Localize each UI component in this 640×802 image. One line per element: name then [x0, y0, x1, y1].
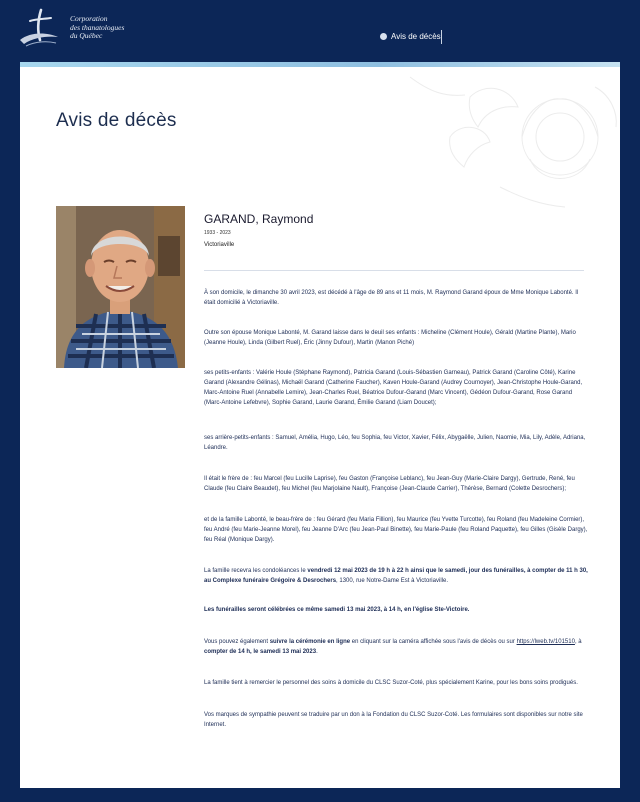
- livestream-time: compter de 14 h, le samedi 13 mai 2023: [204, 649, 317, 655]
- site-header: [0, 0, 640, 62]
- obituary-paragraph: Vos marques de sympathie peuvent se traduire par un don à la Fondation du CLSC Suzor-Coté. Les formulaires sont disponibles sur notre site Internet.: [204, 712, 583, 728]
- livestream-paragraph: [204, 637, 588, 657]
- corporation-logo-icon[interactable]: [16, 6, 62, 52]
- floral-decoration-icon: [390, 67, 620, 212]
- nav-link-avis-de-deces[interactable]: [380, 32, 441, 41]
- obituary-paragraph: et de la famille Labonté, le beau-frère de : feu Gérard (feu Maria Fillion), feu Maurice (feu Yvette Turcotte), feu Roland (feu Madeleine Cormier), feu André (feu Marie-Jeanne Morel), feu Jeanne D'Arc (feu Jean-Paul Binette), feu Marie-Paule (feu Roland Paquette), feu Gilles (Gisèle Dargy), feu Réal (Monique Dargy).: [204, 517, 588, 543]
- obituary-paragraph: À son domicile, le dimanche 30 avril 2023, est décédé à l'âge de 89 ans et 11 mois, M. Raymond Garand époux de Mme Monique Labonté. Il était domicilié à Victoriaville.: [204, 290, 579, 306]
- livestream-emphasis: suivre la cérémonie en ligne: [269, 639, 351, 645]
- deceased-portrait: [56, 206, 185, 368]
- deceased-info: [204, 212, 584, 248]
- logo-line: du Québec: [70, 31, 103, 40]
- city: Victoriaville: [204, 242, 235, 248]
- visitation-details: vendredi 12 mai 2023 de 19 h à 22 h ainsi que le samedi, jour des funérailles, à compter de 11 h 30, au Complexe funéraire Grégoire & Desrochers: [204, 568, 588, 584]
- livestream-link[interactable]: https://lweb.tv/101510: [516, 639, 575, 645]
- nav-link-label: Avis de décès: [391, 32, 441, 41]
- obituary-paragraph: ses arrière-petits-enfants : Samuel, Amélia, Hugo, Léo, feu Sophia, feu Victor, Xavier, Félix, Abygaëlle, Julien, Naomie, Mia, Lily, Adèle, Adriana, Léandre.: [204, 435, 586, 451]
- divider: [204, 270, 584, 271]
- obituary-paragraph: Il était le frère de : feu Marcel (feu Lucille Laprise), feu Gaston (Françoise Leblanc), feu Jean-Guy (Marie-Claire Dargy), Gertrude, René, feu Claude (feu Claire Beaudet), feu Michel (feu Marjolaine Nault), Françoise (Jean-Claude Carrier), Thérèse, Bernard (Colette Desrochers);: [204, 476, 575, 492]
- text-span: , à: [574, 639, 582, 645]
- logo-line: Corporation: [70, 14, 108, 23]
- text-span: .: [316, 649, 318, 655]
- obituary-paragraph: Outre son épouse Monique Labonté, M. Garand laisse dans le deuil ses enfants : Micheline (Clément Houle), Gérald (Martine Plante), Mario (Jeanne Houle), Linda (Gilbert Ruel), Éric (Jinny Dufour), Martin (Manon Piché): [204, 330, 576, 346]
- page-title: Avis de décès: [56, 110, 177, 131]
- visitation-paragraph: [204, 566, 588, 586]
- obituary-paragraph: La famille tient à remercier le personnel des soins à domicile du CLSC Suzor-Coté, plus spécialement Karine, pour les bons soins prodigués.: [204, 680, 578, 686]
- text-span: Vous pouvez également: [204, 639, 270, 645]
- logo-line: des thanatologues: [70, 22, 125, 32]
- obituary-paragraph: ses petits-enfants : Valérie Houle (Stéphane Raymond), Patricia Garand (Louis-Sébastien Garneau), Patrick Garand (Caroline Côté), Karine Garand (Alexandre Gélinas), Michaël Garand (Catherine Faucher), Kaven Houle-Garand (Audrey Cournoyer), Jean-Christophe Houle-Garand, Marc-Antoine Ruel (Annabelle Lemire), Jean-Charles Ruel, Béatrice Dufour-Garand (Marc Vincent), Gédéon Dufour-Garand, Rose Garand (Marc-Antoine Lefebvre), Sophie Garand, Laurie Garand, Émilie Garand (Liam Doucet);: [204, 370, 583, 406]
- funeral-paragraph: [204, 605, 588, 615]
- nav-divider: [441, 30, 442, 44]
- globe-icon: [380, 33, 387, 40]
- text-span: La famille recevra les condoléances le: [204, 568, 308, 574]
- life-dates: 1933 - 2023: [204, 230, 231, 236]
- content-panel: [20, 62, 620, 788]
- corporation-name[interactable]: [70, 15, 124, 41]
- funeral-details: Les funérailles seront célébrées ce même samedi 13 mai 2023, à 14 h, en l'église Ste-Victoire.: [204, 607, 470, 613]
- deceased-name: GARAND, Raymond: [204, 212, 314, 226]
- text-span: , 1300, rue Notre-Dame Est à Victoriaville.: [336, 578, 448, 584]
- text-span: en cliquant sur la caméra affichée sous l'avis de décès ou sur: [350, 639, 517, 645]
